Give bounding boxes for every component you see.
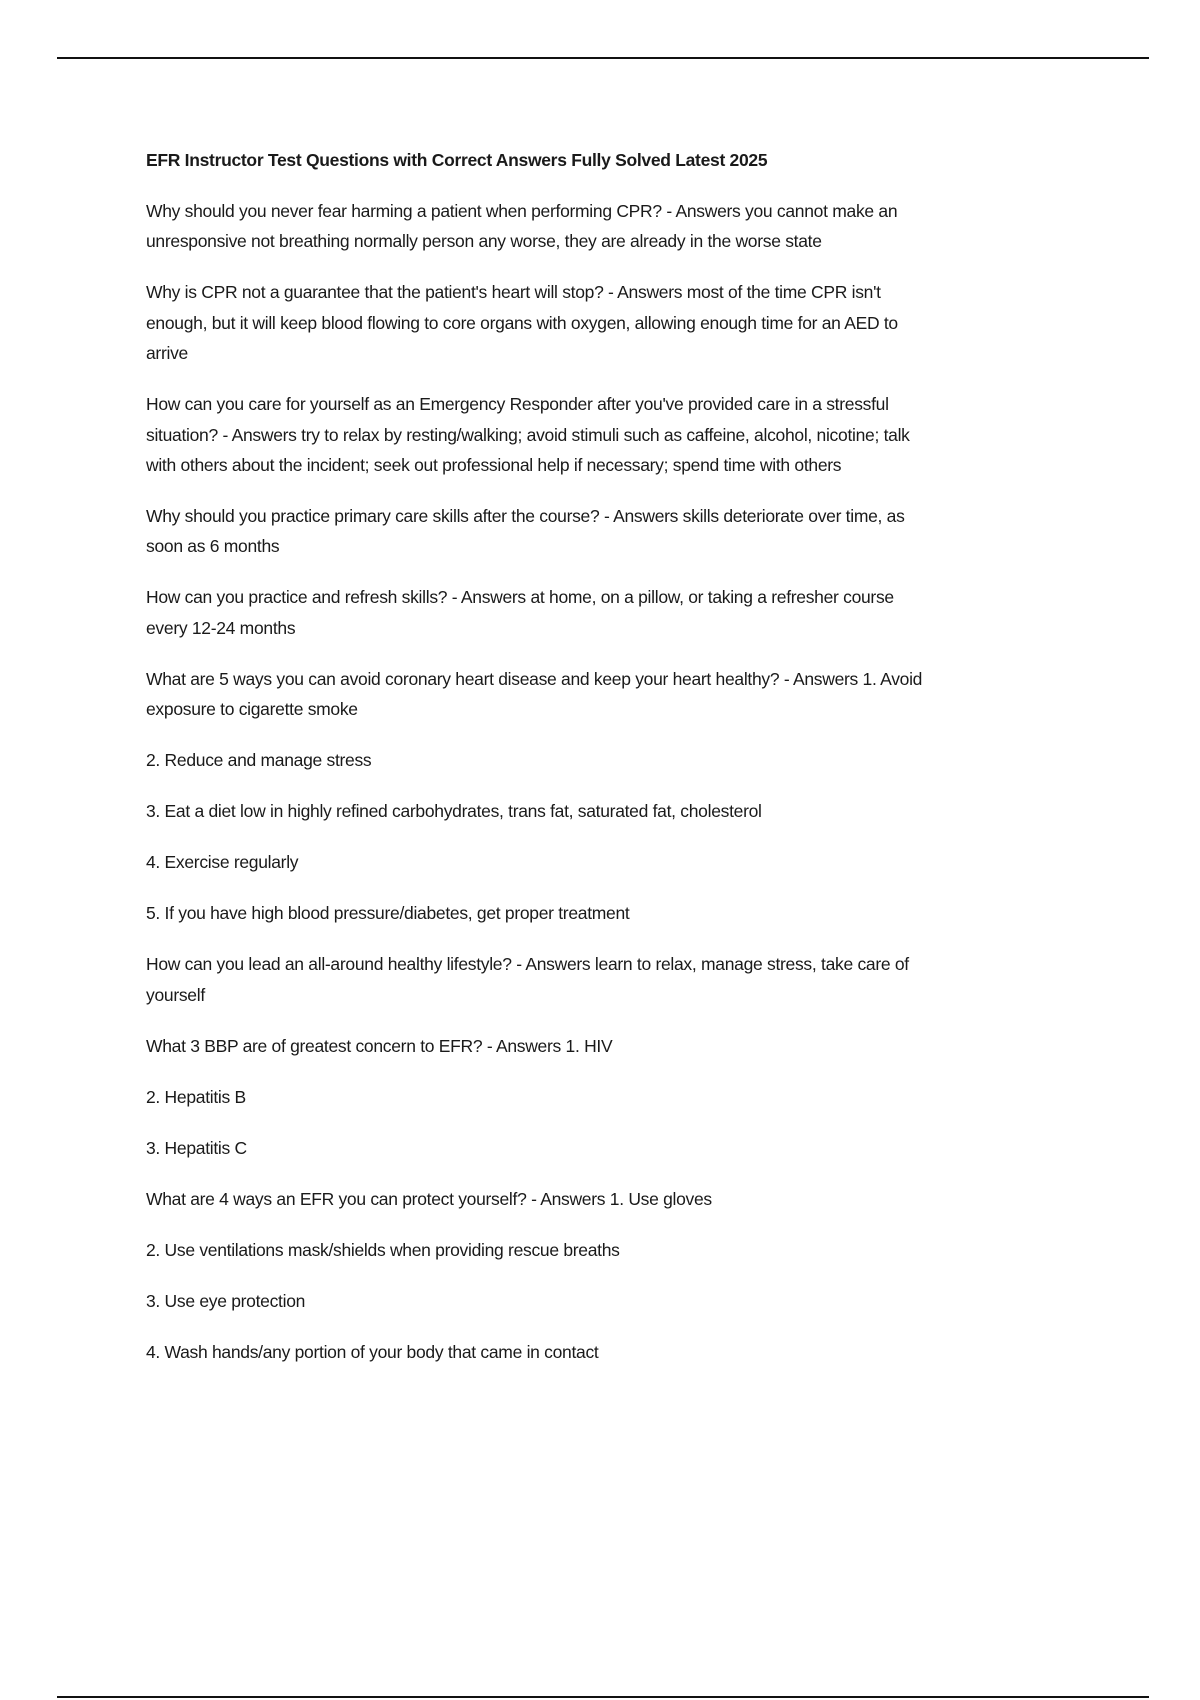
paragraph <box>146 949 1106 1010</box>
paragraph-line: 4. Exercise regularly <box>146 852 299 873</box>
paragraph-line: yourself <box>146 984 205 1005</box>
document-title: EFR Instructor Test Questions with Correct Answers Fully Solved Latest 2025 <box>146 150 768 170</box>
paragraph-line: unresponsive not breathing normally person any worse, they are already in the worse state <box>146 231 822 252</box>
paragraph <box>146 745 1106 775</box>
paragraph-line: What 3 BBP are of greatest concern to EFR? - Answers 1. HIV <box>146 1035 613 1056</box>
paragraph-line: 2. Use ventilations mask/shields when providing rescue breaths <box>146 1239 620 1260</box>
paragraph-line: with others about the incident; seek out professional help if necessary; spend time with others <box>146 455 842 476</box>
paragraph <box>146 847 1106 877</box>
paragraph-line: What are 4 ways an EFR you can protect yourself? - Answers 1. Use gloves <box>146 1188 712 1209</box>
paragraph-line: 3. Use eye protection <box>146 1290 306 1311</box>
paragraph-line: What are 5 ways you can avoid coronary heart disease and keep your heart healthy? - Answers 1. Avoid <box>146 668 923 689</box>
paragraph-line: Why should you practice primary care skills after the course? - Answers skills deteriorate over time, as <box>146 506 905 527</box>
paragraph <box>146 389 1106 480</box>
paragraph-line: How can you care for yourself as an Emergency Responder after you've provided care in a stressful <box>146 394 889 415</box>
paragraph-line: 5. If you have high blood pressure/diabetes, get proper treatment <box>146 903 630 924</box>
footer-rule <box>57 1696 1149 1698</box>
paragraph <box>146 898 1106 928</box>
paragraph-line: How can you lead an all-around healthy lifestyle? - Answers learn to relax, manage stress, take care of <box>146 954 909 975</box>
paragraph-line: How can you practice and refresh skills? - Answers at home, on a pillow, or taking a refresher course <box>146 587 894 608</box>
paragraph-line: exposure to cigarette smoke <box>146 699 358 720</box>
paragraph-line: 3. Hepatitis C <box>146 1137 247 1158</box>
header-rule <box>57 57 1149 59</box>
paragraph <box>146 1286 1106 1316</box>
paragraph-line: 2. Reduce and manage stress <box>146 750 372 771</box>
paragraph-line: situation? - Answers try to relax by resting/walking; avoid stimuli such as caffeine, alcohol, nicotine; talk <box>146 424 910 445</box>
paragraph <box>146 582 1106 643</box>
paragraph <box>146 1133 1106 1163</box>
paragraph-line: soon as 6 months <box>146 536 280 557</box>
paragraph <box>146 664 1106 725</box>
paragraph <box>146 501 1106 562</box>
paragraph <box>146 277 1106 368</box>
paragraph-list <box>146 196 1106 1367</box>
paragraph <box>146 1184 1106 1214</box>
paragraph-line: arrive <box>146 343 188 364</box>
paragraph-line: 3. Eat a diet low in highly refined carbohydrates, trans fat, saturated fat, cholesterol <box>146 801 762 822</box>
paragraph-line: Why is CPR not a guarantee that the patient's heart will stop? - Answers most of the time CPR isn't <box>146 282 881 303</box>
paragraph <box>146 1337 1106 1367</box>
paragraph <box>146 1031 1106 1061</box>
paragraph-line: every 12-24 months <box>146 617 296 638</box>
paragraph-line: 4. Wash hands/any portion of your body that came in contact <box>146 1341 599 1362</box>
paragraph-line: Why should you never fear harming a patient when performing CPR? - Answers you cannot make an <box>146 201 898 221</box>
document-body <box>146 145 1106 1388</box>
paragraph <box>146 1235 1106 1265</box>
paragraph <box>146 796 1106 826</box>
paragraph <box>146 1082 1106 1112</box>
paragraph <box>146 196 1106 257</box>
paragraph-line: 2. Hepatitis B <box>146 1086 246 1107</box>
paragraph-line: enough, but it will keep blood flowing to core organs with oxygen, allowing enough time for an AED to <box>146 312 898 333</box>
